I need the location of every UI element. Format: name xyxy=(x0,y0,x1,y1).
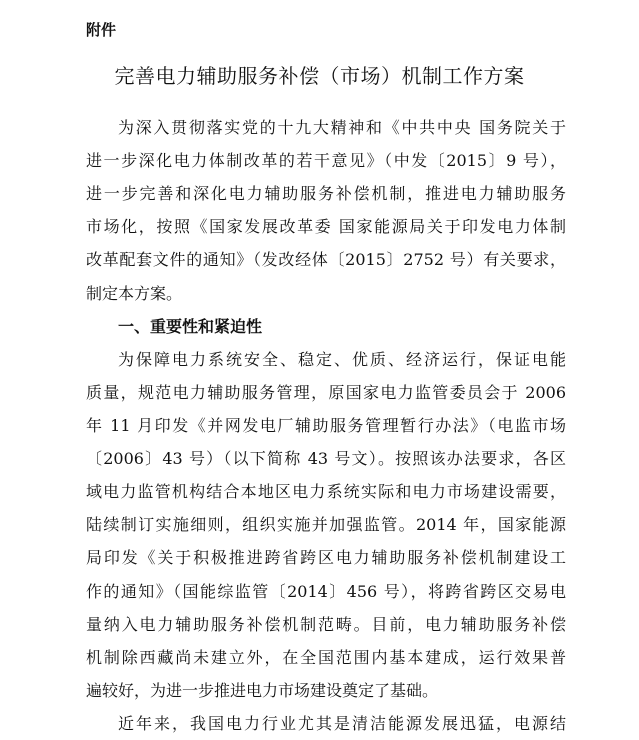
body-line: 域电力监管机构结合本地区电力系统实际和电力市场建设需要， xyxy=(86,482,566,502)
body-line: 局印发《关于积极推进跨省跨区电力辅助服务补偿机制建设工 xyxy=(86,548,566,568)
body-line: 市场化，按照《国家发展改革委 国家能源局关于印发电力体制 xyxy=(86,217,566,237)
body-line: 〔2006〕43 号）（以下简称 43 号文）。按照该办法要求，各区 xyxy=(86,449,566,469)
body-line: 陆续制订实施细则，组织实施并加强监管。2014 年，国家能源 xyxy=(86,515,566,535)
body-line: 作的通知》（国能综监管〔2014〕456 号），将跨省跨区交易电 xyxy=(86,581,566,601)
document-title: 完善电力辅助服务补偿（市场）机制工作方案 xyxy=(114,64,525,88)
body-line: 机制除西藏尚未建立外，在全国范围内基本建成，运行效果普 xyxy=(86,647,566,667)
section-heading: 一、重要性和紧迫性 xyxy=(118,316,263,336)
body-line: 遍较好，为进一步推进电力市场建设奠定了基础。 xyxy=(86,680,439,700)
body-line: 近年来，我国电力行业尤其是清洁能源发展迅猛，电源结 xyxy=(118,714,566,733)
body-line: 制定本方案。 xyxy=(86,283,183,303)
body-line: 进一步深化电力体制改革的若干意见》（中发〔2015〕9 号）， xyxy=(86,151,566,171)
body-line: 年 11 月印发《并网发电厂辅助服务管理暂行办法》（电监市场 xyxy=(86,416,566,435)
body-line: 为保障电力系统安全、稳定、优质、经济运行，保证电能 xyxy=(118,349,566,369)
body-line: 进一步完善和深化电力辅助服务补偿机制，推进电力辅助服务 xyxy=(86,184,566,204)
body-line: 量纳入电力辅助服务补偿机制范畴。目前，电力辅助服务补偿 xyxy=(86,614,566,634)
body-line: 质量，规范电力辅助服务管理，原国家电力监管委员会于 2006 xyxy=(86,382,566,402)
body-line: 改革配套文件的通知》（发改经体〔2015〕2752 号）有关要求， xyxy=(86,250,566,270)
attachment-label: 附件 xyxy=(86,21,117,39)
body-line: 为深入贯彻落实党的十九大精神和《中共中央 国务院关于 xyxy=(118,118,566,137)
